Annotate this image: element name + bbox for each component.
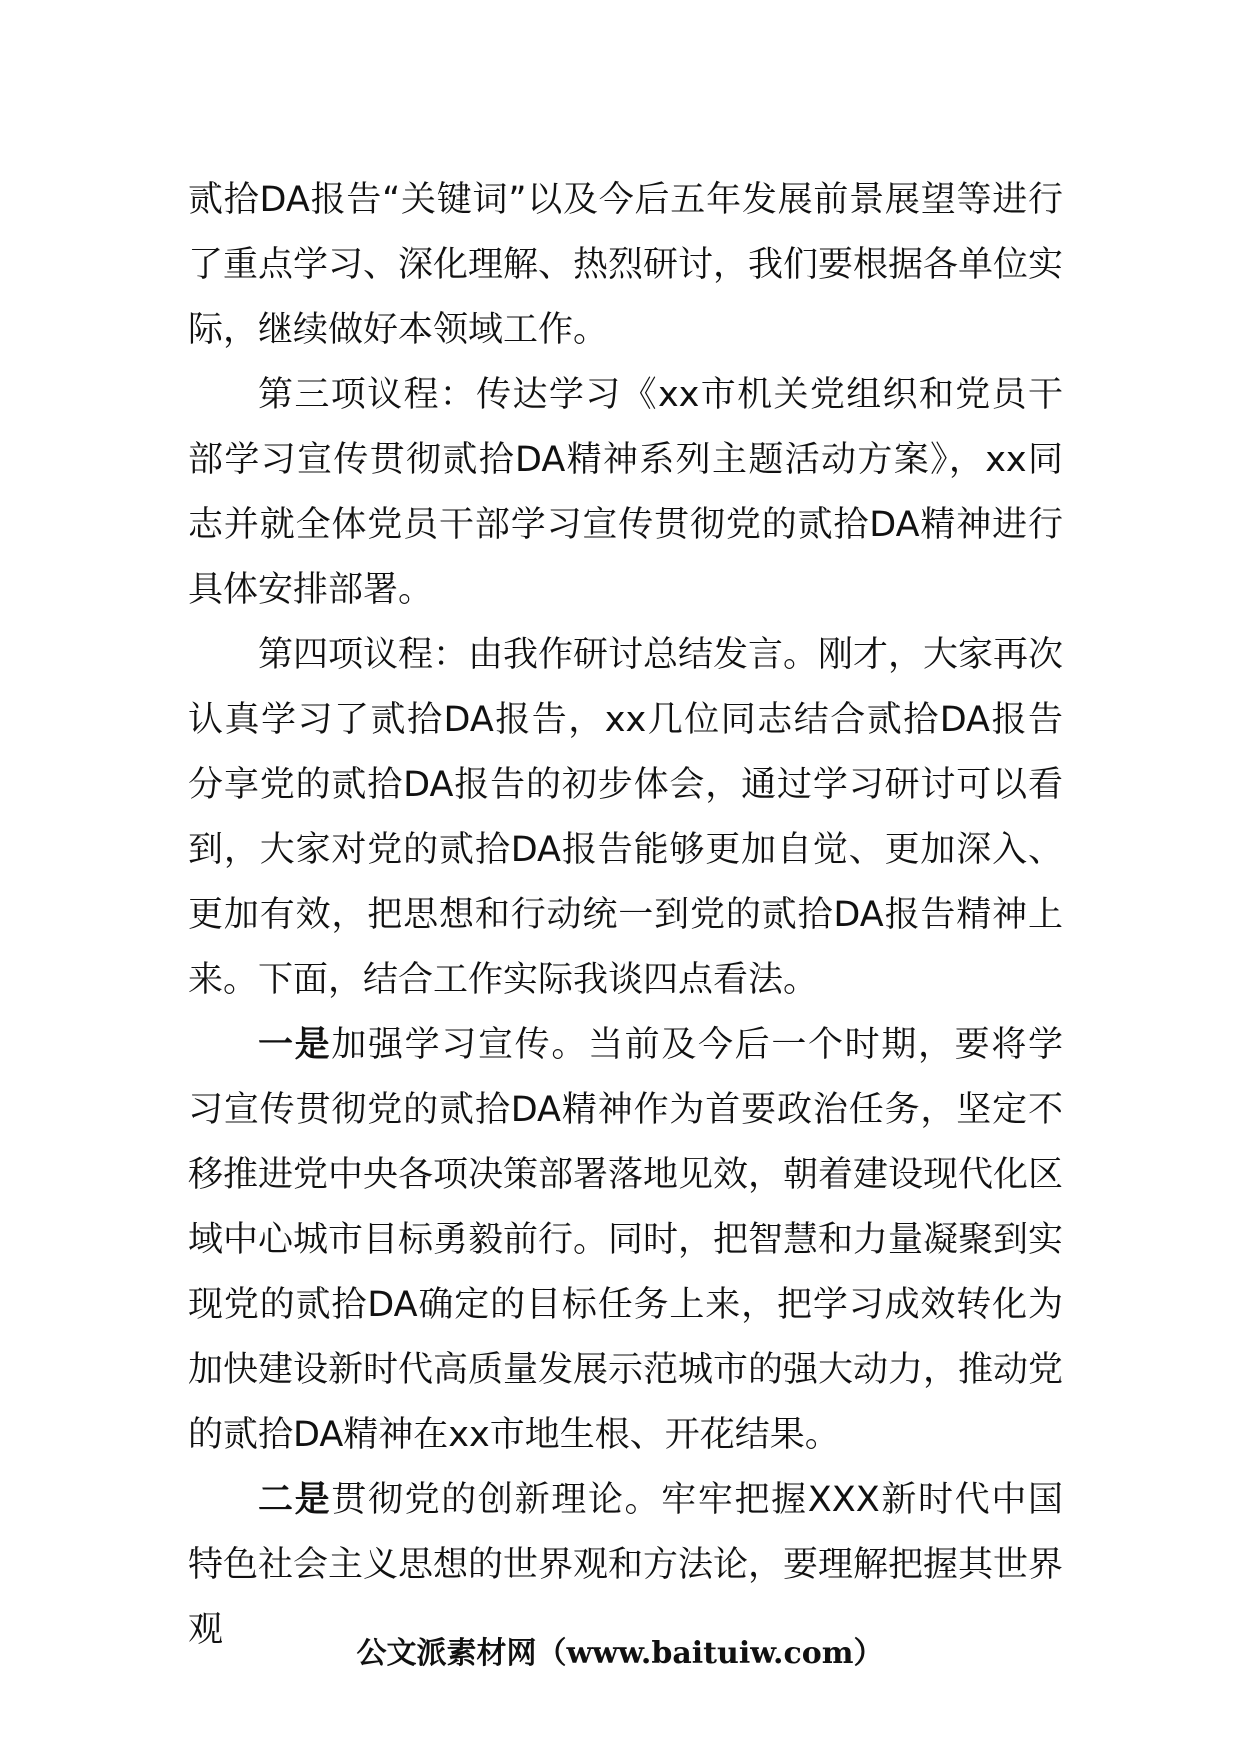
paragraph-continuation: [188, 168, 1063, 363]
paragraph-point-1: [188, 1013, 1063, 1468]
paragraph-text: 第四项议程：由我作研讨总结发言。刚才，大家再次认真学习了贰拾DA报告，xx几位同志结合贰拾DA报告分享党的贰拾DA报告的初步体会，通过学习研讨可以看到，大家对党的贰拾DA报告能够更加自觉、更加深入、更加有效，把思想和行动统一到党的贰拾DA报告精神上来。下面，结合工作实际我谈四点看法。: [188, 635, 1064, 1000]
footer-watermark-text: 公文派素材网（www.baituiw.com）: [356, 1636, 884, 1671]
paragraph-text: 加强学习宣传。当前及今后一个时期，要将学习宣传贯彻党的贰拾DA精神作为首要政治任务，坚定不移推进党中央各项决策部署落地见效，朝着建设现代化区域中心城市目标勇毅前行。同时，把智慧和力量凝聚到实现党的贰拾DA确定的目标任务上来，把学习成效转化为加快建设新时代高质量发展示范城市的强大动力，推动党的贰拾DA精神在xx市地生根、开花结果。: [188, 1025, 1064, 1455]
paragraph-agenda-3: [188, 363, 1063, 623]
document-body: [188, 168, 1063, 1663]
paragraph-agenda-4: [188, 623, 1063, 1013]
paragraph-text: 贯彻党的创新理论。牢牢把握XXX新时代中国特色社会主义思想的世界观和方法论，要理解把握其世界观: [188, 1480, 1064, 1650]
paragraph-lead: 二是: [258, 1480, 332, 1520]
paragraph-text: 第三项议程：传达学习《xx市机关党组织和党员干部学习宣传贯彻贰拾DA精神系列主题活动方案》，xx同志并就全体党员干部学习宣传贯彻党的贰拾DA精神进行具体安排部署。: [188, 375, 1063, 610]
paragraph-lead: 一是: [258, 1025, 332, 1065]
paragraph-text: 贰拾DA报告“关键词”以及今后五年发展前景展望等进行了重点学习、深化理解、热烈研讨，我们要根据各单位实际，继续做好本领域工作。: [188, 180, 1064, 350]
